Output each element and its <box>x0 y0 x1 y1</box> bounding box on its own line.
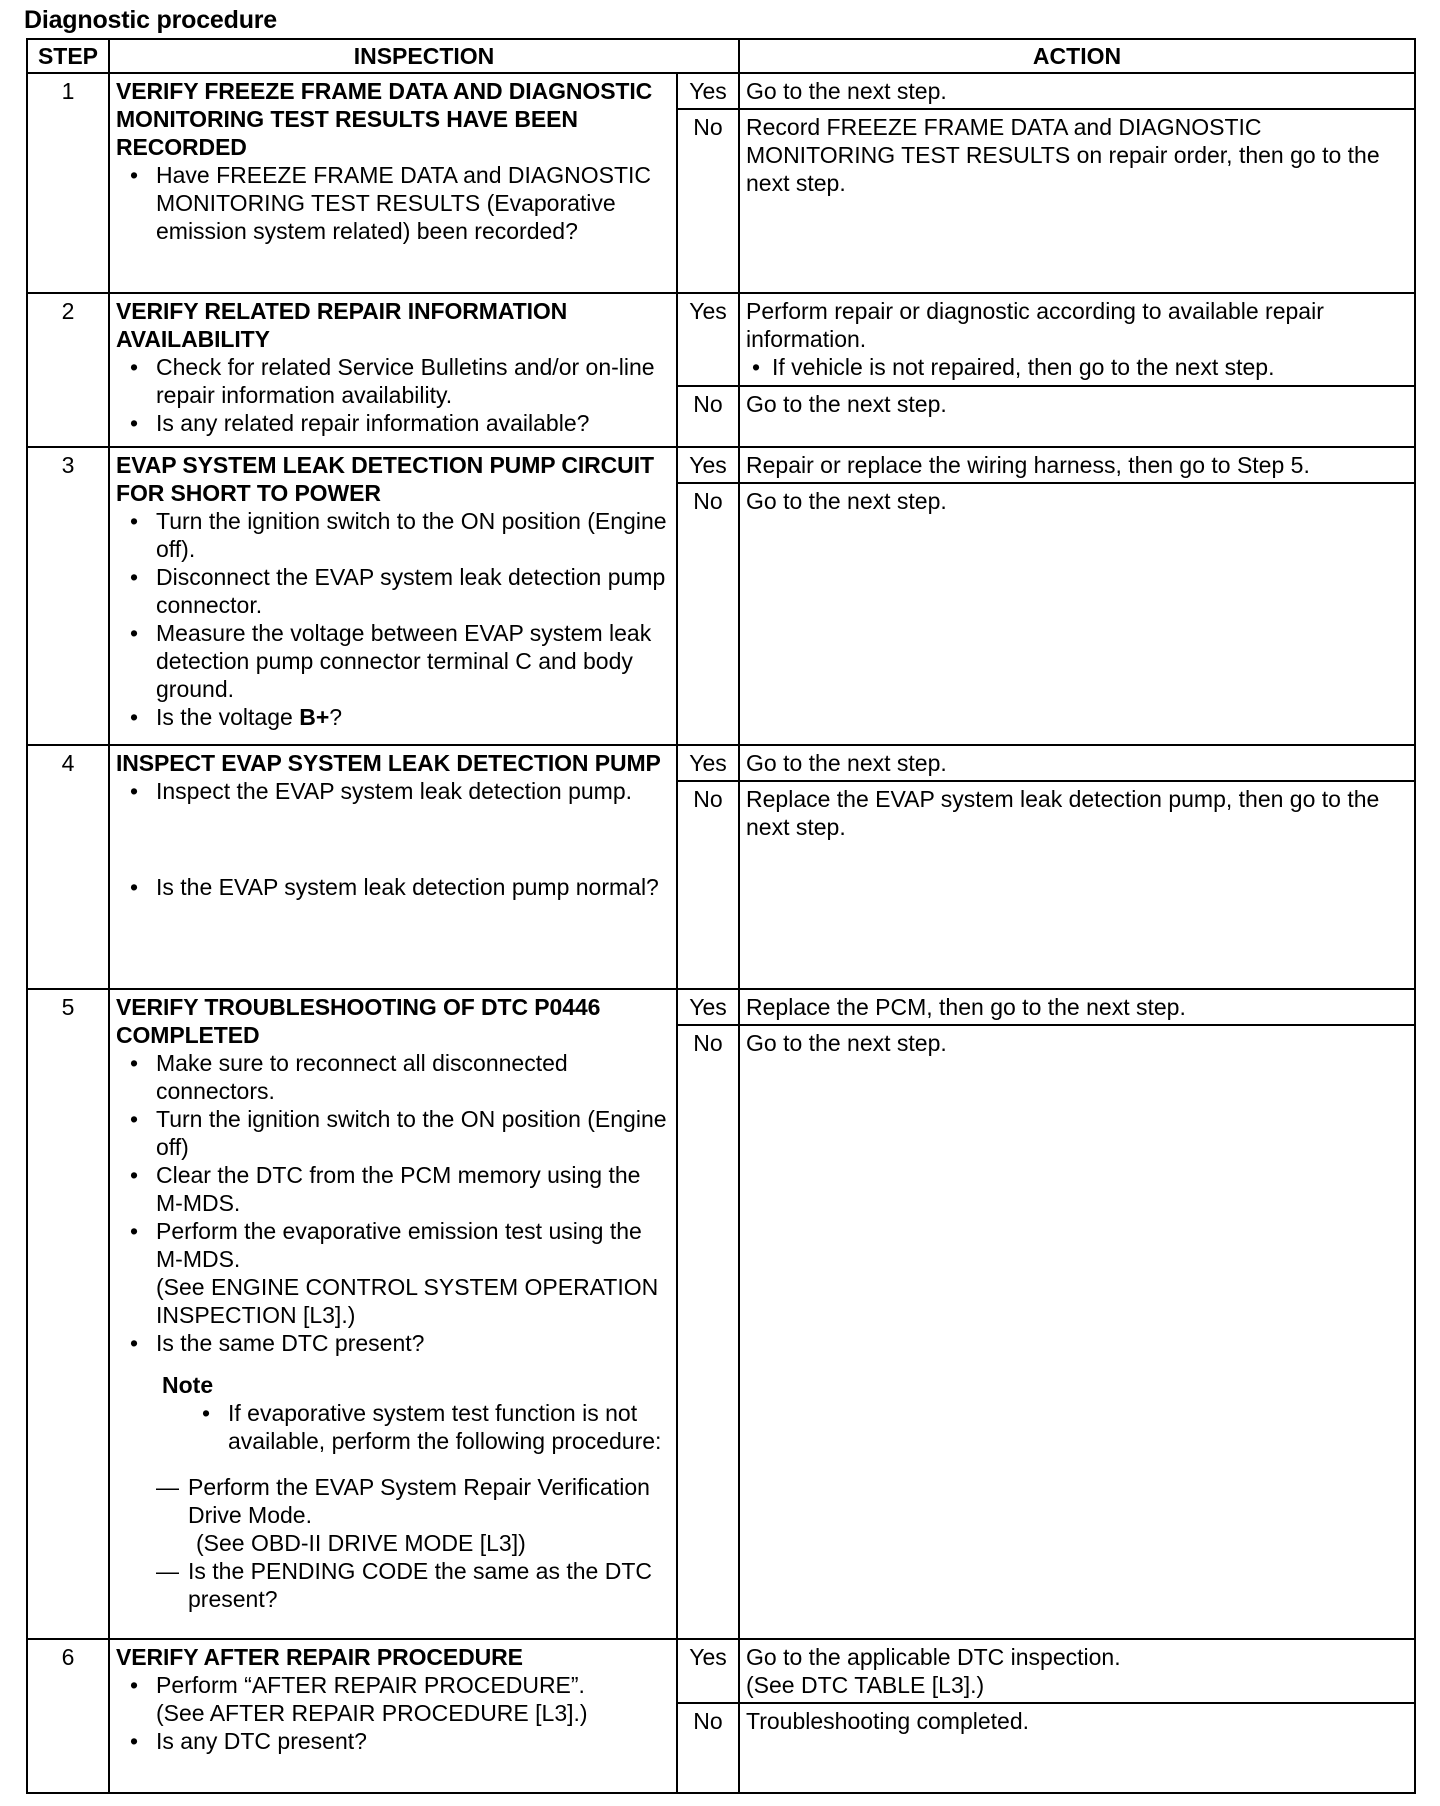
yes-label: Yes <box>677 745 739 781</box>
inspection-question <box>156 703 670 731</box>
step-number: 1 <box>27 73 109 293</box>
no-action: Go to the next step. <box>739 1025 1415 1639</box>
inspection-bullet <box>156 1217 670 1329</box>
no-label: No <box>677 483 739 745</box>
inspection-bullet <box>156 1671 670 1727</box>
step-2-yes-row <box>27 293 1415 386</box>
step-title: INSPECT EVAP SYSTEM LEAK DETECTION PUMP <box>116 749 661 776</box>
yes-label: Yes <box>677 989 739 1025</box>
yes-label: Yes <box>677 1639 739 1703</box>
step-inspection <box>109 745 677 989</box>
step-6-yes-row <box>27 1639 1415 1703</box>
dash-item-text: Perform the EVAP System Repair Verification Drive Mode. <box>188 1474 650 1529</box>
see-reference: (See ENGINE CONTROL SYSTEM OPERATION INSPECTION [L3].) <box>156 1274 659 1329</box>
dash-item: — Perform the EVAP System Repair Verification Drive Mode. (See OBD-II DRIVE MODE [L3]) <box>156 1473 670 1557</box>
question-text: Is the voltage <box>156 704 300 731</box>
yes-action <box>739 293 1415 386</box>
step-title: VERIFY TROUBLESHOOTING OF DTC P0446 COMPLETED <box>116 994 601 1049</box>
step-title: VERIFY FREEZE FRAME DATA AND DIAGNOSTIC MONITORING TEST RESULTS HAVE BEEN RECORDED <box>116 78 653 160</box>
step-number: 3 <box>27 447 109 745</box>
question-bold: B+ <box>299 704 330 731</box>
question-suffix: ? <box>329 704 343 731</box>
no-label: No <box>677 109 739 293</box>
diagnostic-procedure-table <box>26 38 1416 1794</box>
step-1-yes-row <box>27 73 1415 109</box>
step-number: 2 <box>27 293 109 447</box>
no-action: Record FREEZE FRAME DATA and DIAGNOSTIC MONITORING TEST RESULTS on repair order, then go to the next step. <box>739 109 1415 293</box>
yes-action-reference: (See DTC TABLE [L3].) <box>746 1671 985 1698</box>
yes-label: Yes <box>677 73 739 109</box>
inspection-bullet-text: • Perform the evaporative emission test using the M-MDS. <box>156 1218 642 1273</box>
no-label: No <box>677 386 739 447</box>
no-action: Troubleshooting completed. <box>739 1703 1415 1793</box>
inspection-bullet: • Turn the ignition switch to the ON position (Engine off). <box>156 507 670 563</box>
dash-item: — Is the PENDING CODE the same as the DTC present? <box>156 1557 670 1613</box>
yes-action: Repair or replace the wiring harness, then go to Step 5. <box>739 447 1415 483</box>
header-inspection: INSPECTION <box>109 39 739 73</box>
inspection-question: • Is the same DTC present? <box>156 1329 670 1357</box>
dash-list <box>156 1473 670 1613</box>
yes-action <box>739 1639 1415 1703</box>
note-block <box>162 1371 670 1455</box>
step-number: 5 <box>27 989 109 1638</box>
inspection-question: • Is any DTC present? <box>156 1727 670 1755</box>
page-title: Diagnostic procedure <box>24 6 277 34</box>
header-action: ACTION <box>739 39 1415 73</box>
yes-label: Yes <box>677 447 739 483</box>
no-action: Go to the next step. <box>739 386 1415 447</box>
inspection-bullet: • Is any related repair information available? <box>156 409 670 437</box>
yes-action: Replace the PCM, then go to the next step. <box>739 989 1415 1025</box>
dash-item-text: Is the PENDING CODE the same as the DTC present? <box>188 1558 652 1613</box>
dash-item-reference: (See OBD-II DRIVE MODE [L3]) <box>196 1530 526 1557</box>
inspection-bullet: • Clear the DTC from the PCM memory using the M-MDS. <box>156 1161 670 1217</box>
step-inspection <box>109 73 677 293</box>
note-bullet: • If evaporative system test function is not available, perform the following procedure: <box>228 1399 670 1455</box>
inspection-bullet: • Make sure to reconnect all disconnected connectors. <box>156 1049 670 1105</box>
inspection-question: • Is the EVAP system leak detection pump normal? <box>156 873 670 901</box>
yes-action: Go to the next step. <box>739 745 1415 781</box>
inspection-bullet: • Inspect the EVAP system leak detection pump. <box>156 777 670 805</box>
no-label: No <box>677 1703 739 1793</box>
see-reference: (See AFTER REPAIR PROCEDURE [L3].) <box>156 1699 588 1726</box>
inspection-bullet: • Check for related Service Bulletins and/or on-line repair information availability. <box>156 353 670 409</box>
step-title: VERIFY RELATED REPAIR INFORMATION AVAILABILITY <box>116 297 568 352</box>
inspection-bullet-text: • Perform “AFTER REPAIR PROCEDURE”. <box>156 1671 585 1698</box>
note-label: Note <box>162 1372 214 1399</box>
yes-action-text: Perform repair or diagnostic according to available repair information. <box>746 297 1324 352</box>
step-3-yes-row <box>27 447 1415 483</box>
step-number: 6 <box>27 1639 109 1794</box>
no-action: Replace the EVAP system leak detection pump, then go to the next step. <box>739 781 1415 990</box>
step-inspection <box>109 447 677 745</box>
header-step: STEP <box>27 39 109 73</box>
no-action: Go to the next step. <box>739 483 1415 745</box>
step-title: EVAP SYSTEM LEAK DETECTION PUMP CIRCUIT FOR SHORT TO POWER <box>116 452 654 507</box>
step-4-yes-row <box>27 745 1415 781</box>
yes-action-bullet: • If vehicle is not repaired, then go to the next step. <box>772 353 1408 381</box>
no-label: No <box>677 781 739 990</box>
step-inspection <box>109 1639 677 1794</box>
step-number: 4 <box>27 745 109 989</box>
inspection-bullet: • Disconnect the EVAP system leak detection pump connector. <box>156 563 670 619</box>
step-title: VERIFY AFTER REPAIR PROCEDURE <box>116 1643 523 1670</box>
yes-action: Go to the next step. <box>739 73 1415 109</box>
no-label: No <box>677 1025 739 1639</box>
yes-label: Yes <box>677 293 739 386</box>
inspection-bullet: • Have FREEZE FRAME DATA and DIAGNOSTIC MONITORING TEST RESULTS (Evaporative emission system related) been recorded? <box>156 161 670 245</box>
step-inspection <box>109 293 677 447</box>
step-inspection <box>109 989 677 1638</box>
step-5-yes-row <box>27 989 1415 1025</box>
inspection-bullet: • Measure the voltage between EVAP system leak detection pump connector terminal C and body ground. <box>156 619 670 703</box>
yes-action-text: Go to the applicable DTC inspection. <box>746 1643 1121 1670</box>
inspection-bullet: • Turn the ignition switch to the ON position (Engine off) <box>156 1105 670 1161</box>
